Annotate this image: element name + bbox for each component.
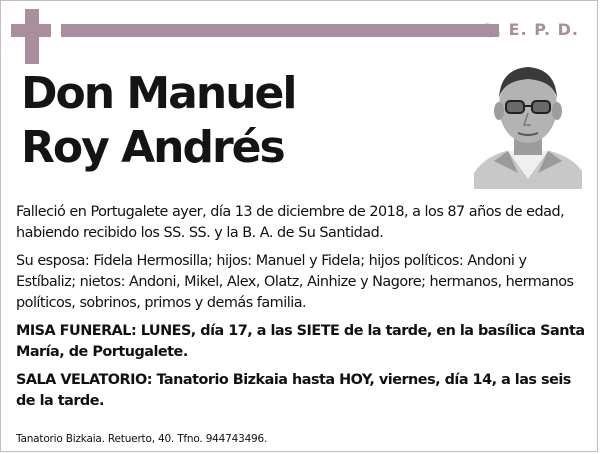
portrait-image (474, 61, 582, 189)
deceased-name (21, 67, 295, 175)
funeral-paragraph: MISA FUNERAL: LUNES, día 17, a las SIETE de la tarde, en la basílica Santa María, de Portugalete. (16, 323, 585, 360)
name-line-1: Don Manuel (21, 68, 296, 119)
notice-body (16, 202, 588, 419)
deceased-photo (474, 61, 582, 189)
name-line-2: Roy Andrés (21, 122, 284, 173)
cross-icon-horizontal (11, 24, 51, 37)
header-rule (61, 24, 499, 37)
death-paragraph: Falleció en Portugalete ayer, día 13 de diciembre de 2018, a los 87 años de edad, habiendo recibido los SS. SS. y la B. A. de Su Santidad. (16, 204, 565, 241)
family-paragraph: Su esposa: Fidela Hermosilla; hijos: Manuel y Fidela; hijos políticos: Andoni y Estíbaliz; nietos: Andoni, Mikel, Alex, Olatz, Ainhize y Nagore; hermanos, hermanos políticos, sobrinos, primos y demás familia. (16, 253, 574, 311)
wake-paragraph: SALA VELATORIO: Tanatorio Bizkaia hasta HOY, viernes, día 14, a las seis de la tarde. (16, 372, 571, 409)
qepd-label: Q. E. P. D. (480, 20, 579, 39)
footer-contact: Tanatorio Bizkaia. Retuerto, 40. Tfno. 944743496. (16, 433, 268, 445)
